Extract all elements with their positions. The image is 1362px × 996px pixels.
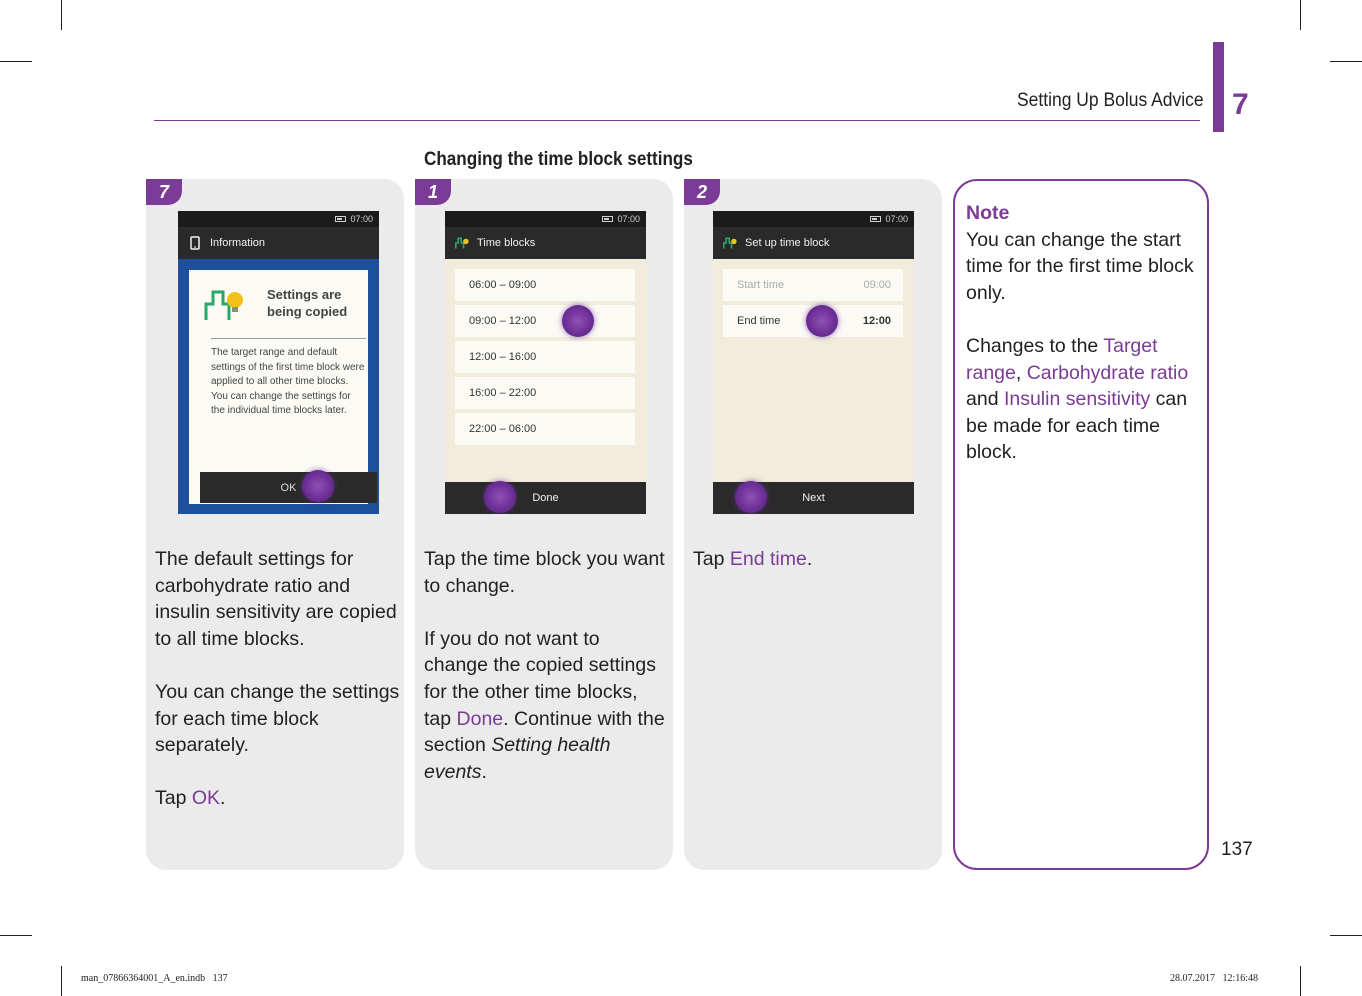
touch-indicator xyxy=(806,305,838,337)
time-block-row[interactable]: 09:00 – 12:00 xyxy=(455,305,635,337)
note-title: Note xyxy=(966,202,1010,224)
status-time: 07:00 xyxy=(350,214,373,224)
start-time-row xyxy=(723,269,903,301)
crop-mark xyxy=(1330,935,1362,936)
instruction-paragraph: You can change the settings for each time block separately. xyxy=(155,680,400,757)
time-block-row[interactable]: 22:00 – 06:00 xyxy=(455,413,635,445)
done-term: Done xyxy=(456,707,504,730)
app-bar xyxy=(713,227,914,259)
ok-button-label: OK xyxy=(280,481,297,494)
start-time-label: Start time xyxy=(737,279,785,291)
step-2-instructions xyxy=(693,546,933,599)
device-screen-time-blocks xyxy=(445,211,646,514)
done-button-label: Done xyxy=(532,492,559,504)
crop-mark xyxy=(1330,61,1362,62)
device-info-icon xyxy=(188,235,202,251)
section-reference: Setting health events xyxy=(424,734,611,783)
status-bar xyxy=(178,211,379,227)
chapter-marker-bar xyxy=(1213,42,1224,132)
step-1-instructions xyxy=(424,546,666,812)
carbohydrate-ratio-term: Carbohydrate ratio xyxy=(1026,361,1189,384)
touch-indicator xyxy=(735,481,767,513)
target-range-term: Target range xyxy=(966,334,1158,384)
screen-title: Time blocks xyxy=(477,237,536,249)
lightbulb-icon xyxy=(203,286,247,329)
footer-file-info: man_07866364001_A_en.indb 137 xyxy=(81,973,228,984)
dialog-heading: Settings are being copied xyxy=(267,287,348,319)
time-blocks-icon xyxy=(455,235,469,251)
crop-mark xyxy=(0,61,32,62)
status-time: 07:00 xyxy=(617,214,640,224)
device-screen-set-up-time-block xyxy=(713,211,914,514)
touch-indicator xyxy=(302,470,334,502)
end-time-value: 12:00 xyxy=(862,315,891,327)
note-paragraph: You can change the start time for the first time block only. xyxy=(966,228,1194,304)
time-block-row[interactable]: 12:00 – 16:00 xyxy=(455,341,635,373)
device-screen-information xyxy=(178,211,379,514)
start-time-value: 09:00 xyxy=(863,279,891,291)
note-paragraph: Changes to the Target range, Carbohydrate ratio and Insulin sensitivity can be made for each time block. xyxy=(966,334,1189,464)
crop-mark xyxy=(0,935,32,936)
ok-button[interactable] xyxy=(200,472,377,503)
insulin-sensitivity-term: Insulin sensitivity xyxy=(1003,388,1151,411)
dialog-divider xyxy=(211,338,366,339)
app-bar xyxy=(445,227,646,259)
step-badge: 7 xyxy=(146,179,182,205)
app-bar xyxy=(178,227,379,259)
done-button[interactable] xyxy=(445,482,646,514)
time-block-row[interactable]: 16:00 – 22:00 xyxy=(455,377,635,409)
end-time-label: End time xyxy=(737,315,781,327)
dialog-body: The target range and default settings of the first time block were applied to all other time blocks. You can change the settings for the individual time blocks later. xyxy=(211,347,365,416)
chapter-title: Setting Up Bolus Advice xyxy=(1017,90,1204,111)
ok-term: OK xyxy=(191,787,221,810)
instruction-paragraph: Tap End time. xyxy=(693,548,813,570)
note-content xyxy=(966,200,1198,466)
instruction-paragraph: Tap the time block you want to change. xyxy=(424,548,665,597)
instruction-paragraph: The default settings for carbohydrate ratio and insulin sensitivity are copied to all time blocks. xyxy=(155,548,397,650)
info-dialog xyxy=(189,270,368,504)
page-number: 137 xyxy=(1221,839,1253,860)
battery-icon xyxy=(870,216,881,222)
status-time: 07:00 xyxy=(885,214,908,224)
crop-mark xyxy=(1300,0,1301,30)
section-heading: Changing the time block settings xyxy=(424,149,693,170)
screen-title: Information xyxy=(210,237,266,249)
instruction-paragraph: Tap OK. xyxy=(155,787,226,810)
step-badge: 1 xyxy=(415,179,451,205)
instruction-paragraph: If you do not want to change the copied settings for the other time blocks, tap Done. Continue with the section Setting health events. xyxy=(424,627,665,783)
step-7-instructions xyxy=(155,546,401,839)
touch-indicator xyxy=(562,305,594,337)
status-bar xyxy=(713,211,914,227)
time-blocks-icon xyxy=(723,235,737,251)
touch-indicator xyxy=(484,481,516,513)
battery-icon xyxy=(335,216,346,222)
header-rule xyxy=(154,120,1200,121)
screen-title: Set up time block xyxy=(745,237,830,249)
end-time-term: End time xyxy=(729,548,807,570)
chapter-number: 7 xyxy=(1232,88,1249,121)
crop-mark xyxy=(61,0,62,30)
time-block-row[interactable]: 06:00 – 09:00 xyxy=(455,269,635,301)
step-badge: 2 xyxy=(684,179,720,205)
crop-mark xyxy=(61,966,62,996)
footer-timestamp: 28.07.2017 12:16:48 xyxy=(1170,973,1259,984)
battery-icon xyxy=(602,216,613,222)
crop-mark xyxy=(1300,966,1301,996)
status-bar xyxy=(445,211,646,227)
next-button-label: Next xyxy=(802,492,825,504)
